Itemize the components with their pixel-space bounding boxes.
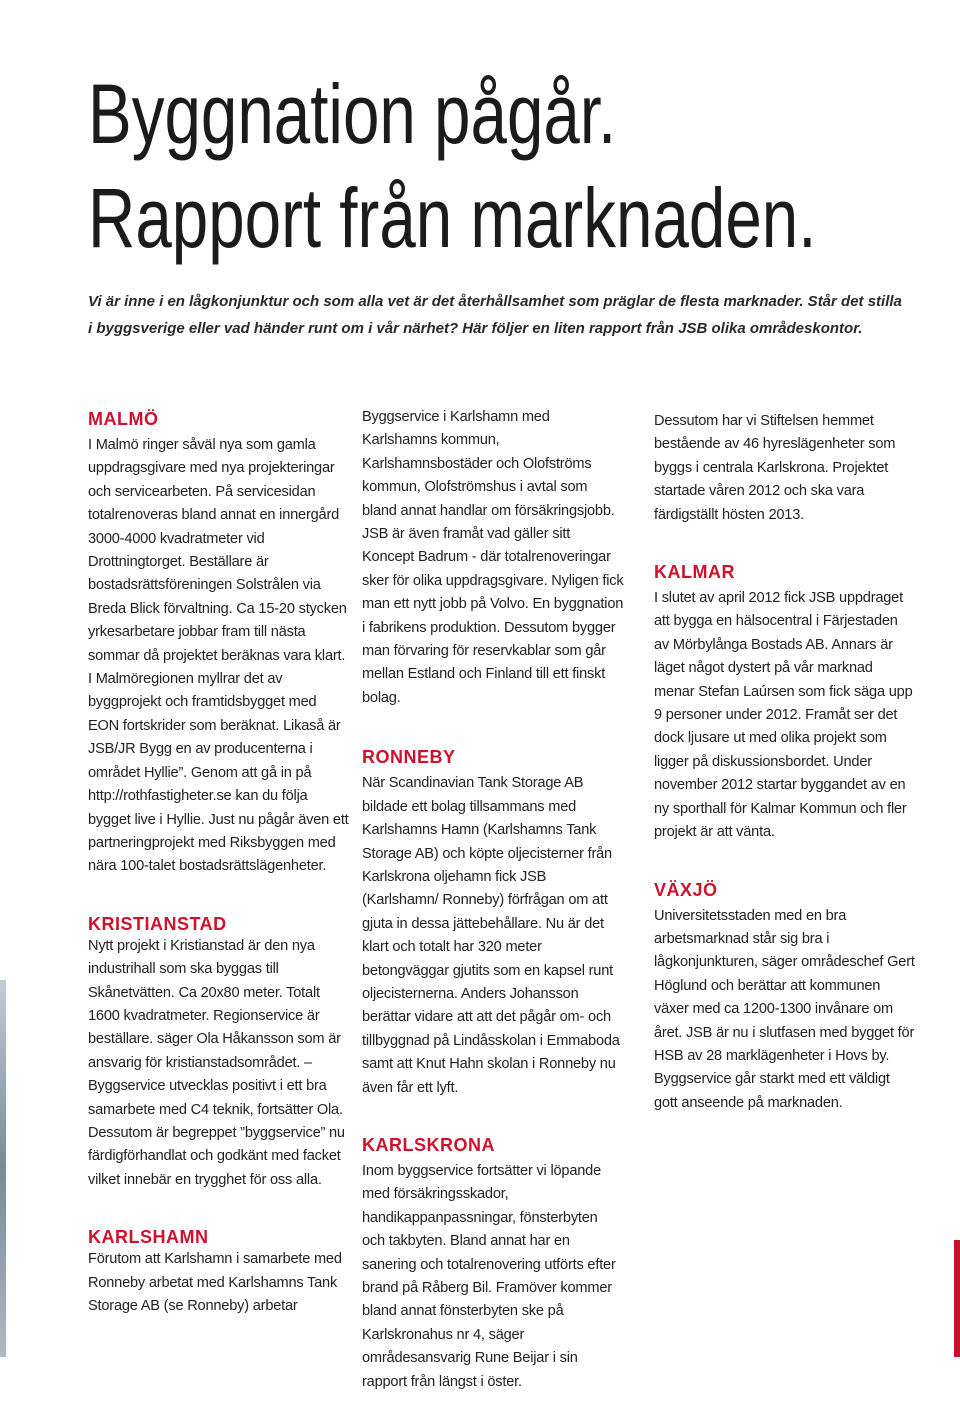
title-line-2: Rapport från marknaden. xyxy=(88,171,817,265)
left-edge-image-strip xyxy=(0,980,6,1357)
section-karlskrona-continued xyxy=(654,410,916,527)
body-malmo: I Malmö ringer såväl nya som gamla uppdragsgivare med nya projekteringar och servicearbeten. På servicesidan totalrenoveras bland annat en innergård 3000-4000 kvadratmeter vid Drottningtorget. Beställare är bostadsrättsföreningen Solstrålen via Breda Blick förvaltning. Ca 15-20 stycken yrkesarbetare jobbar fram till nästa sommar då projektet beräknas vara klart. I Malmöregionen myllrar det av byggprojekt och framtidsbygget med EON fortskrider som beräknat. Likaså är JSB/JR Bygg en av producenterna i området Hyllie”. Genom att gå in på http://rothfastigheter.se kan du följa bygget live i Hyllie. Just nu pågår även ett partneringprojekt med Riksbyggen med nära 100-talet bostadsrättslägenheter. xyxy=(88,437,349,875)
intro-paragraph: Vi är inne i en lågkonjunktur och som alla vet är det återhållsamhet som präglar de flesta marknader. Står det stilla i byggsverige eller vad händer runt om i vår närhet? Här följer en liten rapport från JSB olika områdeskontor. xyxy=(88,293,902,337)
section-karlskrona xyxy=(362,1134,624,1394)
body-karlskrona-continued: Dessutom har vi Stiftelsen hemmet bestående av 46 hyreslägenheter som byggs i centrala Karlskrona. Projektet startade våren 2012 och ska vara färdigställt hösten 2013. xyxy=(654,413,896,523)
body-karlshamn: Förutom att Karlshamn i samarbete med Ronneby arbetat med Karlshamns Tank Storage AB (se Ronneby) arbetar xyxy=(88,1251,342,1314)
body-kalmar: I slutet av april 2012 fick JSB uppdraget att bygga en hälsocentral i Färjestaden av Mörbylånga Bostads AB. Annars är läget något dystert på vår marknad menar Stefan Laúrsen som fick säga upp 9 personer under 2012. Framåt ser det dock ljusare ut med olika projekt som ligger på diskussionsbordet. Under november 2012 startar byggandet av en ny sporthall för Kalmar Kommun och fler projekt är att vänta. xyxy=(654,590,913,841)
section-karlshamn xyxy=(88,1226,350,1318)
right-edge-accent-strip xyxy=(954,1240,960,1357)
heading-karlskrona: KARLSKRONA xyxy=(362,1134,495,1155)
column-3 xyxy=(654,410,916,1149)
title-line-1: Byggnation pågår. xyxy=(88,67,617,161)
body-kristianstad: Nytt projekt i Kristianstad är den nya industrihall som ska byggas till Skånetvätten. Ca 20x80 meter. Totalt 1600 kvadratmeter. Regionservice är beställare. säger Ola Håkansson som är ansvarig för kristianstadsområdet. – Byggservice utvecklas positivt i ett bra samarbete med C4 teknik, fortsätter Ola. Dessutom är begreppet ”byggservice” nu färdigförhandlat och godkänt med facket vilket innebär en trygghet för oss alla. xyxy=(88,937,345,1188)
body-karlshamn-continued: Byggservice i Karlshamn med Karlshamns kommun, Karlshamnsbostäder och Olofströms kommun, Olofströmshus i avtal som bland annat handlar om försäkringsjobb. JSB är även framåt vad gäller sitt Koncept Badrum - där totalrenoveringar sker för olika uppdragsgivare. Nyligen fick man ett nytt jobb på Volvo. En byggnation i fabrikens produktion. Dessutom bygger man förvaring för reservkablar som går mellan Estland och Finland till ett finskt bolag. xyxy=(362,409,624,706)
body-ronneby: När Scandinavian Tank Storage AB bildade ett bolag tillsammans med Karlshamns Hamn (Karlshamns Tank Storage AB) och köpte oljecisterner från Karlskrona oljehamn fick JSB (Karlshamn/ Ronneby) förfrågan om att gjuta in dessa jättebehållare. Nu är det klart och totalt har 320 meter betongväggar gjutits som en kapsel runt oljecisternerna. Anders Johansson berättar vidare att att det pågår om- och tillbyggnad på Lindåsskolan i Emmaboda samt att Knut Hahn skolan i Ronneby nu även får ett lyft. xyxy=(362,775,620,1096)
heading-kristianstad: KRISTIANSTAD xyxy=(88,913,227,934)
heading-ronneby: RONNEBY xyxy=(362,747,456,768)
section-karlshamn-continued xyxy=(362,406,624,710)
column-1 xyxy=(88,408,350,1352)
column-2 xyxy=(362,406,624,1428)
section-ronneby xyxy=(362,746,624,1100)
section-vaxjo xyxy=(654,879,916,1116)
heading-malmo: MALMÖ xyxy=(88,409,159,429)
page-title xyxy=(88,62,817,270)
body-vaxjo: Universitetsstaden med en bra arbetsmarknad står sig bra i lågkonjunkturen, säger områdeschef Gert Höglund och berättar att kommunen växer med ca 1200-1300 invånare om året. JSB är nu i slutfasen med bygget för HSB av 28 marklägenheter i Hovs by. Byggservice går starkt med ett väldigt gott anseende på marknaden. xyxy=(654,907,915,1111)
heading-vaxjo: VÄXJÖ xyxy=(654,879,718,900)
section-kristianstad xyxy=(88,913,350,1192)
body-karlskrona: Inom byggservice fortsätter vi löpande med försäkringsskador, handikappanpassningar, fönsterbyten och takbyten. Bland annat har en sanering och totalrenovering utförts efter brand på Råberg Bil. Framöver kommer bland annat fönsterbyten ske på Karlskronahus nr 4, säger områdesansvarig Rune Beijar i sin rapport från längst i öster. xyxy=(362,1162,616,1390)
heading-karlshamn: KARLSHAMN xyxy=(88,1227,209,1248)
heading-kalmar: KALMAR xyxy=(654,562,735,583)
section-malmo xyxy=(88,408,350,879)
section-kalmar xyxy=(654,561,916,844)
